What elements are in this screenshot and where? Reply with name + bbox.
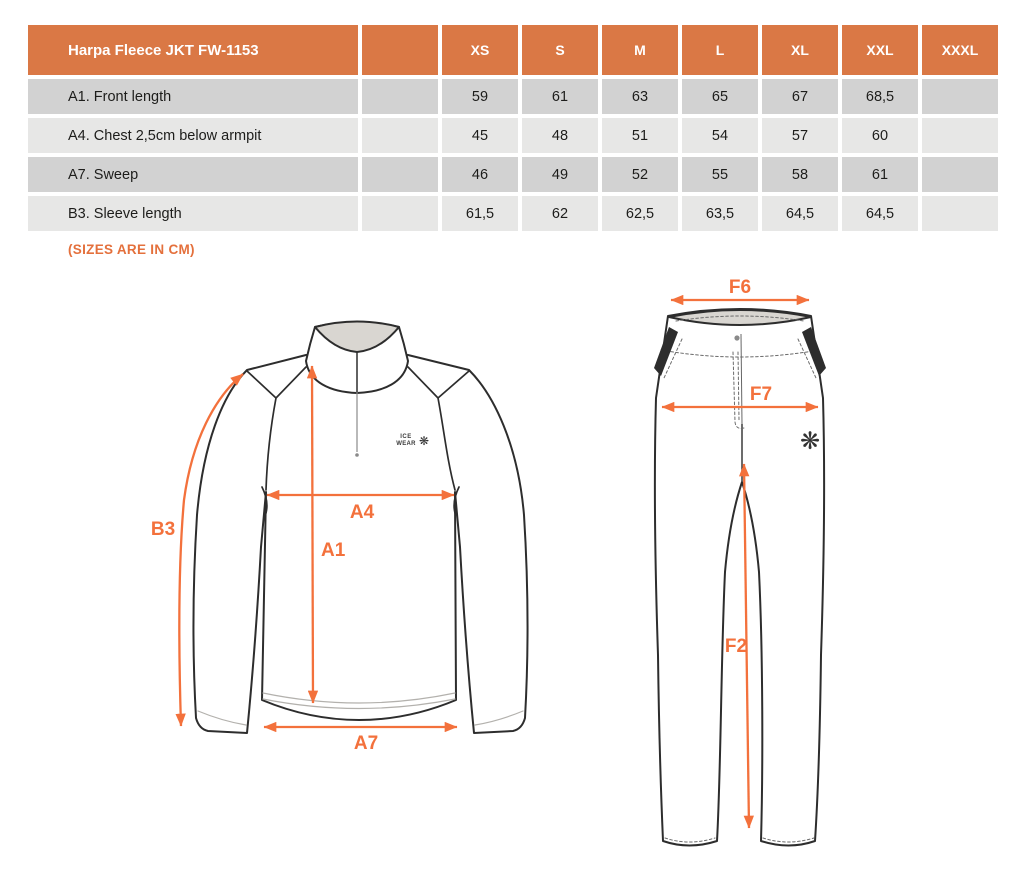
value-cell: 63,5 xyxy=(682,196,758,231)
measure-label-a1: A1 xyxy=(321,540,346,561)
row-label: A4. Chest 2,5cm below armpit xyxy=(28,118,358,153)
header-size-xs: XS xyxy=(442,25,518,75)
value-cell: 54 xyxy=(682,118,758,153)
value-cell: 51 xyxy=(602,118,678,153)
value-cell: 62,5 xyxy=(602,196,678,231)
value-cell: 46 xyxy=(442,157,518,192)
measure-label-a4: A4 xyxy=(349,502,375,523)
measure-arrow-a1 xyxy=(312,366,313,703)
pants-outline xyxy=(655,309,824,846)
units-note: (SIZES ARE IN CM) xyxy=(68,242,195,257)
value-cell: 60 xyxy=(842,118,918,153)
pants-drawing xyxy=(654,277,826,846)
row-label: A1. Front length xyxy=(28,79,358,114)
value-cell: 57 xyxy=(762,118,838,153)
value-cell: 61 xyxy=(522,79,598,114)
value-cell: 62 xyxy=(522,196,598,231)
value-cell: 61 xyxy=(842,157,918,192)
value-cell: 58 xyxy=(762,157,838,192)
measure-label-f2: F2 xyxy=(724,636,748,657)
header-size-xxxl: XXXL xyxy=(922,25,998,75)
value-cell: 64,5 xyxy=(762,196,838,231)
pants-snowflake-icon: ❋ xyxy=(799,427,821,455)
jacket-body-outline xyxy=(194,355,528,733)
pants-button xyxy=(734,335,739,340)
value-cell: 55 xyxy=(682,157,758,192)
jacket-drawing xyxy=(151,322,528,755)
measure-label-f6: F6 xyxy=(728,277,752,298)
header-size-xxl: XXL xyxy=(842,25,918,75)
value-cell: 68,5 xyxy=(842,79,918,114)
measure-label-b3: B3 xyxy=(150,519,176,540)
value-cell: 48 xyxy=(522,118,598,153)
value-cell: 64,5 xyxy=(842,196,918,231)
value-cell: 63 xyxy=(602,79,678,114)
value-cell: 67 xyxy=(762,79,838,114)
header-size-l: L xyxy=(682,25,758,75)
jacket-zipper-pull xyxy=(355,453,359,457)
measure-label-f7: F7 xyxy=(749,384,773,405)
header-size-s: S xyxy=(522,25,598,75)
value-cell: 52 xyxy=(602,157,678,192)
row-label: B3. Sleeve length xyxy=(28,196,358,231)
row-label: A7. Sweep xyxy=(28,157,358,192)
value-cell: 65 xyxy=(682,79,758,114)
header-size-m: M xyxy=(602,25,678,75)
measure-label-a7: A7 xyxy=(353,733,379,754)
logo-text-wear: WEAR xyxy=(396,441,416,447)
logo-snowflake-icon: ❋ xyxy=(418,434,430,448)
logo-text-ice: ICE xyxy=(400,434,412,440)
value-cell: 59 xyxy=(442,79,518,114)
product-title-cell: Harpa Fleece JKT FW-1153 xyxy=(28,25,358,75)
value-cell: 45 xyxy=(442,118,518,153)
value-cell: 61,5 xyxy=(442,196,518,231)
value-cell: 49 xyxy=(522,157,598,192)
header-size-xl: XL xyxy=(762,25,838,75)
